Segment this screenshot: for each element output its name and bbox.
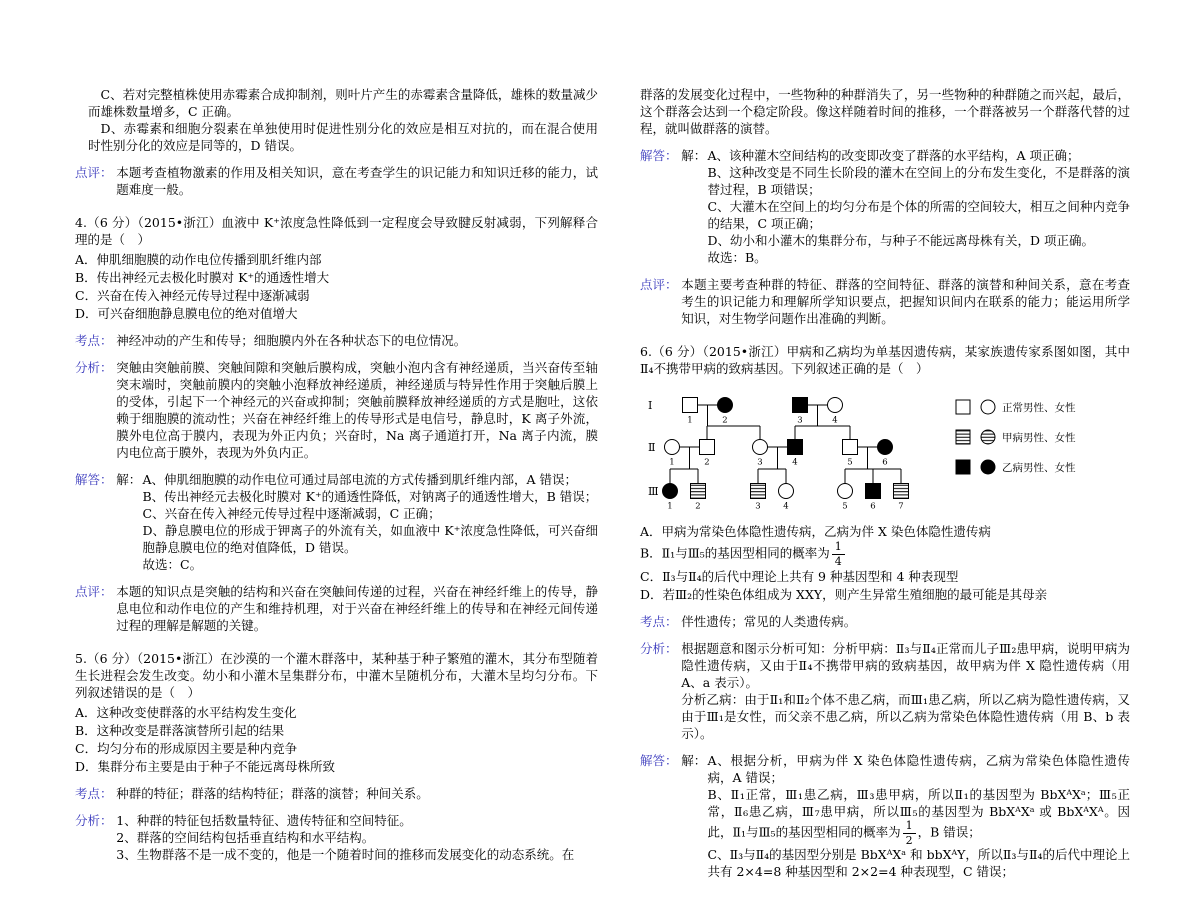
jieda-lead: 解：: [116, 472, 142, 487]
dianping-label: 点评：: [640, 277, 678, 292]
question-6-options: [640, 523, 1130, 603]
q4-jieda-block: [75, 471, 598, 573]
jieda-label: 解答：: [75, 472, 113, 487]
column-gap: [598, 86, 640, 880]
q4-solution-b: B、传出神经元去极化时膜对 K⁺的通透性降低，对钠离子的通透性增大，B 错误；: [142, 489, 598, 504]
q5-kaodian-block: [75, 785, 598, 802]
q4-option-a: A．伸肌细胞膜的动作电位传播到肌纤维内部: [75, 252, 322, 267]
q5-solution-d: D、幼小和小灌木的集群分布，与种子不能远离母株有关，D 项正确。: [707, 233, 1095, 248]
q5-solution-b: B、这种改变是不同生长阶段的灌木在空间上的分布发生变化，不是群落的演替过程，B 项错误；: [707, 165, 1130, 197]
svg-text:6: 6: [870, 501, 876, 512]
fraction-one-half: $\frac{1}{2}$: [903, 820, 916, 846]
kaodian-text: 神经冲动的产生和传导；细胞膜内外在各种状态下的电位情况。: [116, 333, 467, 348]
svg-text:4: 4: [792, 457, 798, 468]
q6-option-b: [640, 541, 1130, 567]
kaodian-label: 考点：: [640, 614, 678, 630]
dianping-text: 本题的知识点是突触的结构和兴奋在突触间传递的过程，兴奋在神经纤维上的传导，静息电位和动作电位的产生和维持机理，对于兴奋在神经纤维上的传导和在神经元间传递过程的理解是解题的关键。: [116, 584, 598, 633]
q5-fenxi-item-3: 3、生物群落不是一成不变的，他是一个随着时间的推移而发展变化的动态系统。在: [116, 847, 575, 862]
dianping-text: 本题主要考查种群的特征、群落的空间特征、群落的演替和种间关系，意在考查考生的识记能力和理解所学知识要点，把握知识间内在联系的能力；能运用所学知识，对生物学问题作出准确的判断。: [681, 277, 1130, 326]
svg-text:4: 4: [832, 415, 838, 426]
svg-text:2: 2: [695, 501, 701, 512]
svg-text:1: 1: [687, 415, 693, 426]
kaodian-text: 伴性遗传；常见的人类遗传病。: [681, 614, 857, 630]
q5-option-c: C．均匀分布的形成原因主要是种内竞争: [75, 741, 298, 756]
q5-fenxi-item-1: 1、种群的特征包括数量特征、遗传特征和空间特征。: [116, 813, 412, 828]
q4-fenxi-block: [75, 359, 598, 461]
fraction-one-quarter: $\frac{1}{4}$: [832, 541, 845, 567]
q5-option-a: A．这种改变使群落的水平结构发生变化: [75, 705, 297, 720]
q4-kaodian-block: [75, 332, 598, 349]
pedigree-figure: [640, 385, 1130, 519]
question-6-title: 6.（6 分）（2015•浙江）甲病和乙病均为单基因遗传病，某家族遗传家系图如图，其中Ⅱ₄不携带甲病的致病基因。下列叙述正确的是（ ）: [640, 344, 1130, 376]
svg-text:3: 3: [797, 415, 803, 426]
answer-item-c: C、若对完整植株使用赤霉素合成抑制剂，则叶片产生的赤霉素含量降低，雄株的数量减少而雄株数量增多，C 正确。: [88, 87, 598, 119]
svg-text:Ⅰ: Ⅰ: [648, 399, 653, 412]
dianping-label: 点评：: [75, 584, 113, 599]
svg-text:5: 5: [842, 501, 848, 512]
jieda-lead: 解：: [681, 753, 707, 769]
review-label: 点评：: [75, 165, 113, 180]
jieda-lead: 解：: [681, 148, 707, 163]
question-4-title: 4.（6 分）（2015•浙江）血液中 K⁺浓度急性降低到一定程度会导致腱反射减弱，下列解释合理的是（ ）: [75, 215, 598, 247]
pedigree-chart: [640, 385, 1120, 515]
svg-text:乙病男性、女性: 乙病男性、女性: [1002, 462, 1076, 474]
svg-text:1: 1: [667, 501, 673, 512]
svg-text:4: 4: [783, 501, 789, 512]
svg-text:Ⅲ: Ⅲ: [648, 485, 659, 498]
kaodian-label: 考点：: [75, 786, 113, 801]
q5-solution-a: A、该种灌木空间结构的改变即改变了群落的水平结构，A 项正确；: [707, 148, 1080, 163]
q6-option-a: A．甲病为常染色体隐性遗传病，乙病为伴 X 染色体隐性遗传病: [640, 524, 991, 539]
kaodian-text: 种群的特征；群落的结构特征；群落的演替；种间关系。: [116, 786, 429, 801]
q5-solution-c: C、大灌木在空间上的均匀分布是个体的所需的空间较大，相互之间种内竞争的结果，C 项正确；: [707, 199, 1130, 231]
fenxi-label: 分析：: [75, 360, 113, 375]
question-4-options: [75, 251, 598, 322]
svg-text:3: 3: [755, 501, 761, 512]
kaodian-label: 考点：: [75, 333, 113, 348]
jieda-label: 解答：: [640, 148, 678, 163]
q6-solution-c: C、Ⅱ₃与Ⅱ₄的基因型分别是 BbXᴬXᵃ 和 bbXᴬY，所以Ⅱ₃与Ⅱ₄的后代中理论上共有 2×4=8 种基因型和 2×2=4 种表现型，C 错误；: [707, 847, 1130, 880]
q5-fenxi-continuation: 群落的发展变化过程中，一些物种的种群消失了，另一些物种的种群随之而兴起，最后，这个群落会达到一个稳定阶段。像这样随着时间的推移，一个群落被另一个群落代替的过程，就叫做群落的演替。: [640, 87, 1130, 136]
q6-jieda-block: [640, 752, 1130, 880]
svg-text:甲病男性、女性: 甲病男性、女性: [1002, 432, 1076, 444]
svg-text:2: 2: [704, 457, 710, 468]
svg-text:3: 3: [757, 457, 763, 468]
q6-fenxi-p2: 分析乙病：由于Ⅱ₁和Ⅱ₂个体不患乙病，而Ⅲ₁患乙病，所以乙病为隐性遗传病，又由于Ⅲ₁是女性，而父亲不患乙病，所以乙病为常染色体隐性遗传病（用 B、b 表示）。: [681, 692, 1130, 742]
svg-text:1: 1: [669, 457, 675, 468]
q4-solution-a: A、伸肌细胞膜的动作电位可通过局部电流的方式传播到肌纤维内部，A 错误；: [142, 472, 578, 487]
q6-option-b-text: B．Ⅱ₁与Ⅲ₅的基因型相同的概率为: [640, 545, 830, 561]
svg-text:6: 6: [882, 457, 888, 468]
fenxi-text: 突触由突触前膜、突触间隙和突触后膜构成，突触小泡内含有神经递质，当兴奋传至轴突末端时，突触前膜内的突触小泡释放神经递质，神经递质与特异性作用于突触后膜上的受体，引起下一个神经元的兴奋或抑制；突触前膜释放神经递质的方式是胞吐，这依赖于细胞膜的流动性；兴奋在神经纤维上的传导形式是电信号，静息时，K 离子外流，膜外电位高于膜内，表现为外正内负；兴奋时，Na 离子通道打开，Na 离子内流，膜内电位高于膜外，表现为外负内正。: [116, 360, 598, 460]
q6-fenxi-block: [640, 640, 1130, 742]
svg-text:Ⅱ: Ⅱ: [648, 441, 656, 454]
review-text: 本题考查植物激素的作用及相关知识，意在考查学生的识记能力和知识迁移的能力，试题难度一般。: [116, 165, 598, 197]
fenxi-label: 分析：: [75, 813, 113, 828]
q6-solution-b: B、Ⅱ₁正常，Ⅲ₁患乙病，Ⅲ₃患甲病，所以Ⅱ₁的基因型为 BbXᴬXᵃ；Ⅲ₅正常，Ⅱ₆患乙病，Ⅲ₇患甲病，所以Ⅲ₅的基因型为 BbXᴬXᵃ 或 BbXᴬXᴬ。因此，Ⅱ₁与Ⅲ₅的基因型相同的概率为 $\frac{1}{2}$ ，B 错误；: [707, 787, 1130, 847]
q4-solution-d: D、静息膜电位的形成于钾离子的外流有关，如血液中 K⁺浓度急性降低，可兴奋细胞静息膜电位的绝对值降低，D 错误。: [142, 523, 598, 555]
fenxi-label: 分析：: [640, 641, 678, 657]
review-block-prev: [75, 164, 598, 198]
q6-solution-a: A、根据分析，甲病为伴 X 染色体隐性遗传病，乙病为常染色体隐性遗传病，A 错误；: [707, 753, 1130, 786]
q5-fenxi-item-2: 2、群落的空间结构包括垂直结构和水平结构。: [116, 830, 375, 845]
q4-option-c: C．兴奋在传入神经元传导过程中逐渐减弱: [75, 288, 310, 303]
q5-jieda-block: [640, 147, 1130, 266]
svg-text:正常男性、女性: 正常男性、女性: [1002, 402, 1076, 414]
q6-option-c: C．Ⅱ₃与Ⅱ₄的后代中理论上共有 9 种基因型和 4 种表现型: [640, 569, 959, 585]
jieda-label: 解答：: [640, 753, 678, 769]
q5-dianping-block: [640, 276, 1130, 327]
q5-solution-conclusion: 故选：B。: [707, 250, 767, 265]
q4-solution-c: C、兴奋在传入神经元传导过程中逐渐减弱，C 正确；: [142, 506, 441, 521]
left-column: [75, 86, 598, 880]
carryover-answer: [75, 86, 598, 154]
svg-text:7: 7: [898, 501, 904, 512]
svg-text:5: 5: [847, 457, 853, 468]
svg-text:2: 2: [722, 415, 728, 426]
answer-item-d: D、赤霉素和细胞分裂素在单独使用时促进性别分化的效应是相互对抗的，而在混合使用时性别分化的效应是同等的，D 错误。: [88, 121, 598, 153]
right-column: [640, 86, 1130, 880]
q5-option-d: D．集群分布主要是由于种子不能远离母株所致: [75, 759, 336, 774]
q4-option-b: B．传出神经元去极化时膜对 K⁺的通透性增大: [75, 270, 330, 285]
q6-option-d: D．若Ⅲ₂的性染色体组成为 XXY，则产生异常生殖细胞的最可能是其母亲: [640, 587, 1048, 603]
q4-solution-conclusion: 故选：C。: [142, 557, 203, 572]
q6-kaodian-block: [640, 613, 1130, 630]
question-5-title: 5.（6 分）（2015•浙江）在沙漠的一个灌木群落中，某种基于种子繁殖的灌木，其分布型随着生长进程会发生改变。幼小和小灌木呈集群分布，中灌木呈随机分布，大灌木呈均匀分布。下列叙述错误的是（ ）: [75, 651, 598, 700]
q4-option-d: D．可兴奋细胞静息膜电位的绝对值增大: [75, 306, 298, 321]
q4-dianping-block: [75, 583, 598, 634]
q5-option-b: B．这种改变是群落演替所引起的结果: [75, 723, 285, 738]
q6-fenxi-p1: 根据题意和图示分析可知：分析甲病：Ⅱ₃与Ⅱ₄正常而儿子Ⅲ₂患甲病，说明甲病为隐性遗传病，又由于Ⅱ₄不携带甲病的致病基因，故甲病为伴 X 隐性遗传病（用 A、a 表示）。: [681, 641, 1130, 691]
question-5-options: [75, 704, 598, 775]
q5-fenxi-block: [75, 812, 598, 863]
